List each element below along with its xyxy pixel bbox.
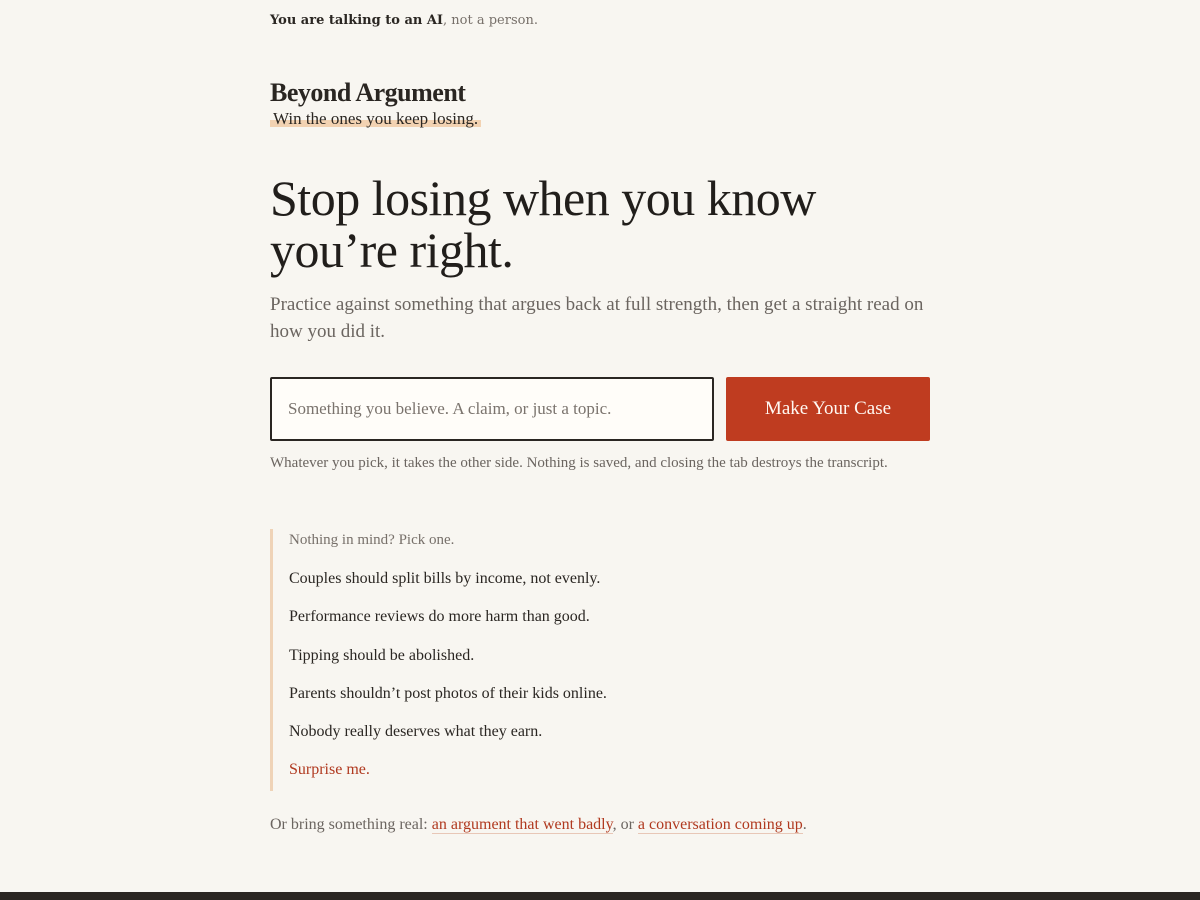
surprise-me-link[interactable]: Surprise me.	[289, 761, 370, 779]
privacy-note: Whatever you pick, it takes the other side. Nothing is saved, and closing the tab destroys the transcript.	[270, 455, 888, 471]
real-middle: , or	[612, 816, 638, 833]
make-your-case-button[interactable]: Make Your Case	[726, 377, 930, 441]
real-prefix: Or bring something real:	[270, 816, 432, 833]
suggestion-item[interactable]: Couples should split bills by income, not evenly.	[289, 570, 601, 587]
suggestion-item[interactable]: Parents shouldn’t post photos of their kids online.	[289, 684, 607, 702]
suggestions-panel	[270, 529, 910, 791]
bring-something-real	[270, 814, 930, 836]
argument-went-badly-link[interactable]: an argument that went badly	[431, 816, 613, 833]
suggestion-item[interactable]: Tipping should be abolished.	[289, 646, 475, 664]
suggestions-label: Nothing in mind? Pick one.	[289, 532, 455, 548]
page-subhead: Practice against something that argues back at full strength, then get a straight read on how you did it.	[270, 294, 924, 342]
real-suffix: .	[802, 816, 807, 833]
ai-disclosure-bold: You are talking to an AI	[270, 13, 444, 28]
page-headline: Stop losing when you know you’re right.	[270, 170, 816, 278]
suggestion-item[interactable]: Nobody really deserves what they earn.	[289, 723, 543, 741]
brand-tagline: Win the ones you keep losing.	[270, 109, 481, 129]
suggestion-item[interactable]: Performance reviews do more harm than good.	[289, 608, 590, 626]
brand-name[interactable]: Beyond Argument	[270, 78, 466, 107]
ai-disclosure-rest: , not a person.	[443, 13, 538, 28]
ai-disclosure-notice	[270, 13, 538, 28]
conversation-coming-up-link[interactable]: a conversation coming up	[637, 816, 803, 833]
footer-bar	[0, 892, 1200, 900]
claim-input[interactable]	[270, 377, 714, 441]
brand	[270, 77, 481, 129]
